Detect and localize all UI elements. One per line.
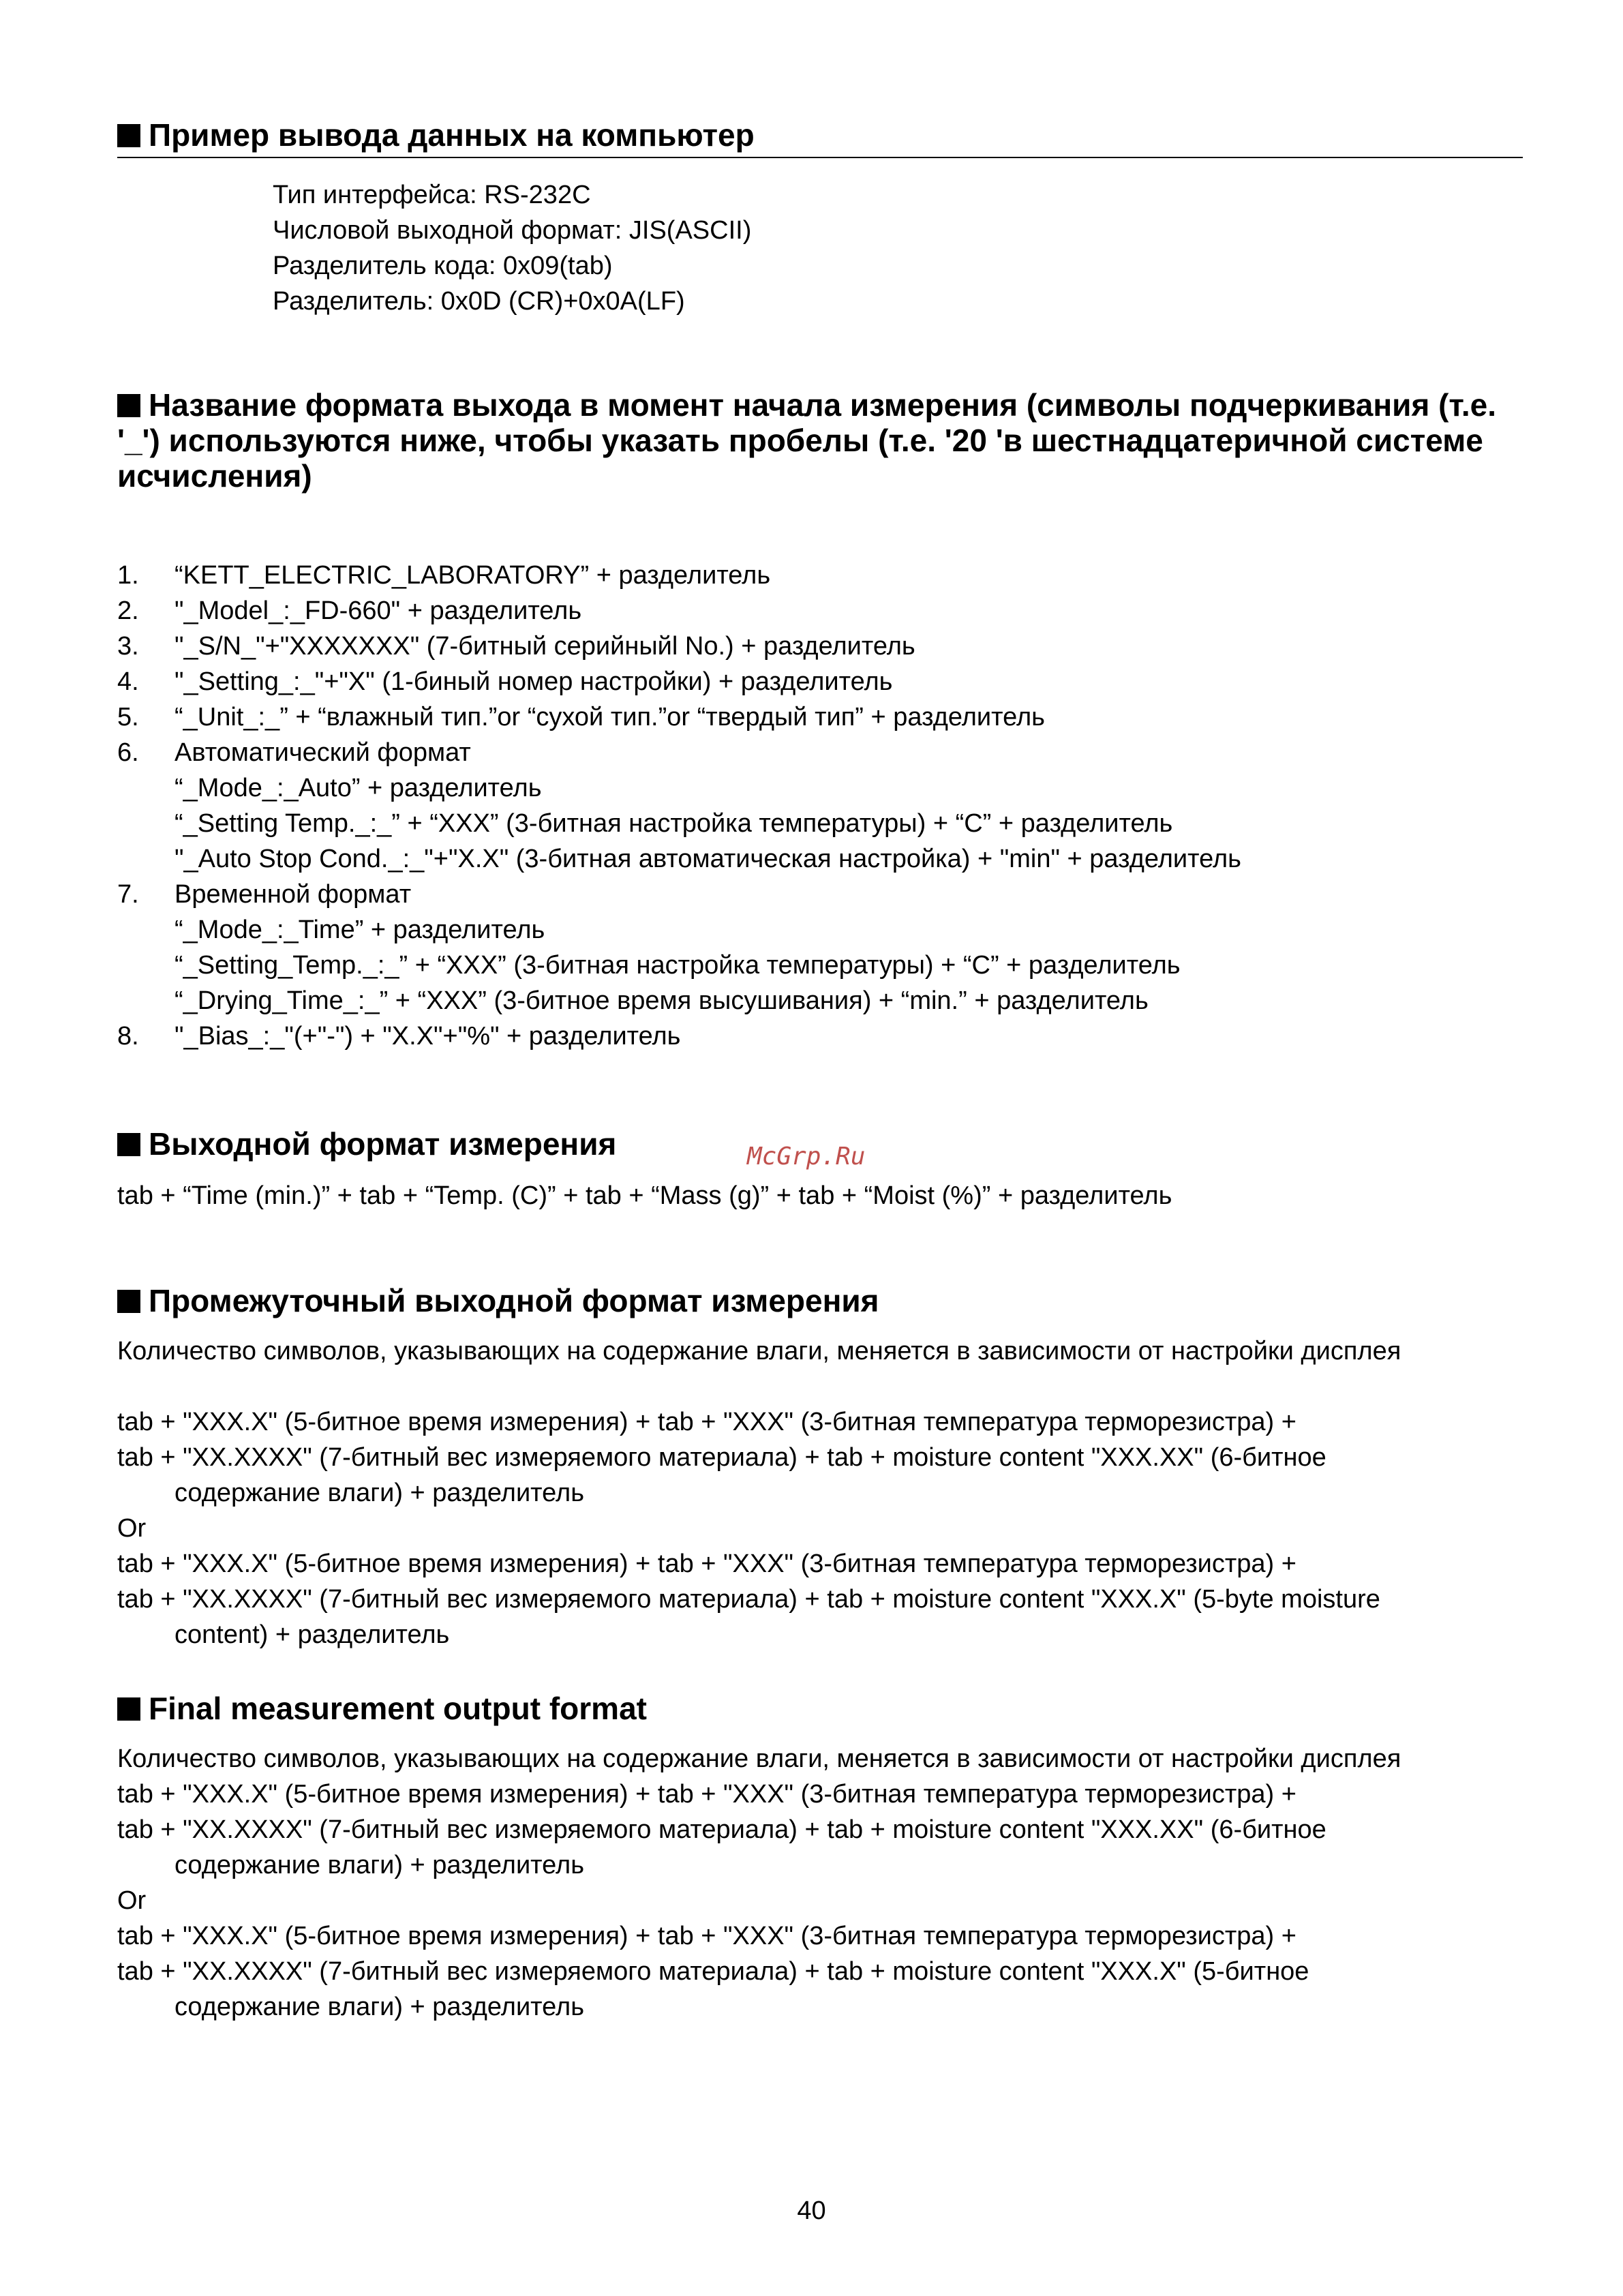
note-line: Количество символов, указывающих на содержание влаги, меняется в зависимости от настройки дисплея: [117, 1337, 1401, 1365]
section-heading-pc-output-example: [117, 117, 755, 153]
intermediate-format-body: Количество символов, указывающих на содержание влаги, меняется в зависимости от настройки дисплея tab + "XXX.X" (5-битное время измерения) + tab + "XXX" (3-битная температура терморезистра) + tab + "XX.XXXX" (7-битный вес измеряемого материала) + tab + moisture content "XXX.XX" (6-битное содержание влаги) + разделитель Or tab + "XXX.X" (5-битное время измерения) + tab + "XXX" (3-битная температура терморезистра) + tab + "XX.XXXX" (7-битный вес измеряемого материала) + tab + moisture content "XXX.X" (5-byte moisture content) + разделитель: [117, 1333, 1401, 1652]
section-title: Final measurement output format: [149, 1691, 647, 1726]
list-item: 5. “_Unit_:_” + “влажный тип.”or “сухой тип.”or “твердый тип” + разделитель: [117, 703, 1045, 731]
measurement-format-line: tab + “Time (min.)” + tab + “Temp. (C)” + tab + “Mass (g)” + tab + “Moist (%)” + разделитель: [117, 1181, 1172, 1210]
section-title: Пример вывода данных на компьютер: [149, 117, 755, 153]
square-bullet-icon: [117, 1697, 140, 1721]
interface-line: Разделитель: 0x0D (CR)+0x0A(LF): [273, 287, 685, 316]
interface-line: Разделитель кода: 0x09(tab): [273, 252, 613, 280]
section-heading-start-format: [117, 387, 1535, 494]
square-bullet-icon: [117, 124, 140, 147]
interface-line: Числовой выходной формат: JIS(ASCII): [273, 216, 752, 245]
list-item: 4. "_Setting_:_"+"X" (1-биный номер настройки) + разделитель: [117, 667, 893, 696]
section-heading-final-format: [117, 1691, 647, 1726]
list-item: “_Mode_:_Time” + разделитель: [175, 916, 545, 944]
list-item: “_Setting_Temp._:_” + “XXX” (3-битная настройка температуры) + “C” + разделитель: [175, 951, 1181, 980]
section-title: Промежуточный выходной формат измерения: [149, 1283, 879, 1318]
square-bullet-icon: [117, 394, 140, 417]
square-bullet-icon: [117, 1290, 140, 1313]
list-item: 7. Временной формат: [117, 880, 412, 909]
list-item: “_Drying_Time_:_” + “XXX” (3-битное время высушивания) + “min.” + разделитель: [175, 986, 1149, 1015]
list-item: 3. "_S/N_"+"XXXXXXX" (7-битный серийныйl No.) + разделитель: [117, 632, 915, 661]
page-number: 40: [797, 2196, 826, 2225]
list-item: 6. Автоматический формат: [117, 738, 471, 767]
list-item: “_Setting Temp._:_” + “XXX” (3-битная настройка температуры) + “C” + разделитель: [175, 809, 1173, 838]
list-item: 2. "_Model_:_FD-660" + разделитель: [117, 596, 582, 625]
watermark: McGrp.Ru: [747, 1143, 866, 1170]
square-bullet-icon: [117, 1133, 140, 1156]
section-title: Название формата выхода в момент начала измерения (символы подчеркивания (т.е. '_') используются ниже, чтобы указать пробелы (т.е. '20 'в шестнадцатеричной системе исчисления): [117, 387, 1497, 494]
list-item: “_Mode_:_Auto” + разделитель: [175, 774, 542, 802]
start-format-list: [117, 558, 1241, 1054]
list-item: 8. "_Bias_:_"(+"-") + "X.X"+"%" + разделитель: [117, 1022, 681, 1051]
interface-line: Тип интерфейса: RS-232C: [273, 181, 591, 209]
note-line: Количество символов, указывающих на содержание влаги, меняется в зависимости от настройки дисплея: [117, 1744, 1401, 1773]
section-title: Выходной формат измерения: [149, 1126, 617, 1162]
list-item: 1. “KETT_ELECTRIC_LABORATORY” + разделитель: [117, 561, 771, 590]
final-format-body: Количество символов, указывающих на содержание влаги, меняется в зависимости от настройки дисплея tab + "XXX.X" (5-битное время измерения) + tab + "XXX" (3-битная температура терморезистра) + tab + "XX.XXXX" (7-битный вес измеряемого материала) + tab + moisture content "XXX.XX" (6-битное содержание влаги) + разделитель Or tab + "XXX.X" (5-битное время измерения) + tab + "XXX" (3-битная температура терморезистра) + tab + "XX.XXXX" (7-битный вес измеряемого материала) + tab + moisture content "XXX.X" (5-битное содержание влаги) + разделитель: [117, 1741, 1401, 2025]
section-heading-intermediate-format: [117, 1283, 879, 1318]
section-heading-measurement-format: [117, 1126, 616, 1162]
heading-rule: [117, 157, 1523, 158]
list-item: "_Auto Stop Cond._:_"+"X.X" (3-битная автоматическая настройка) + "min" + разделитель: [175, 845, 1241, 873]
interface-settings: [273, 177, 751, 319]
